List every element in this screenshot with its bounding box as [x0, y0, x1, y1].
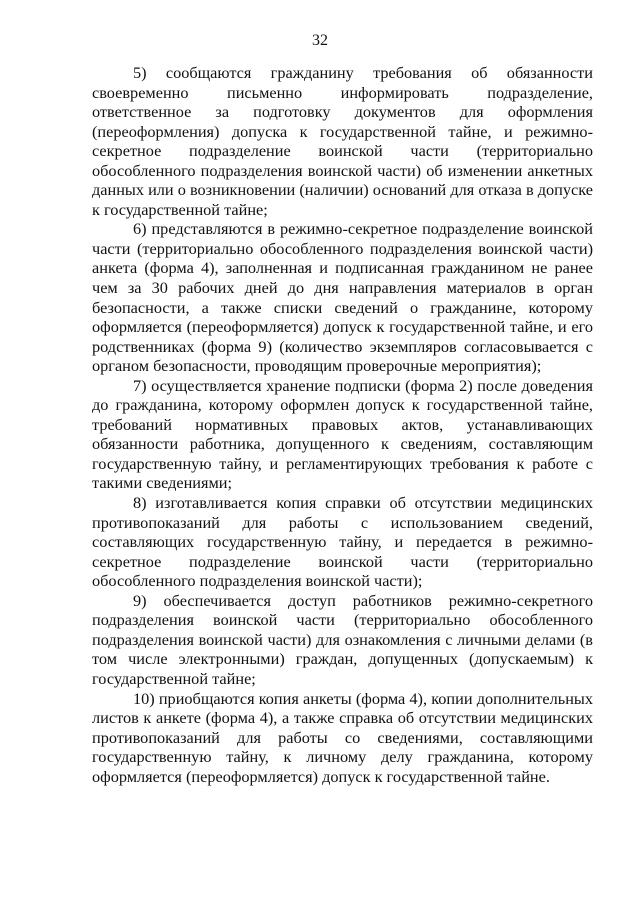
document-body — [92, 63, 593, 786]
paragraph-item-10: 10) приобщаются копия анкеты (форма 4), копии дополнительных листов к анкете (форма 4), а также справка об отсутствии медицинских противопоказаний для работы со сведениями, составляющими государственную тайну, к личному делу гражданина, которому оформляется (переоформляется) допуск к государственной тайне. — [92, 688, 593, 786]
paragraph-item-9: 9) обеспечивается доступ работников режимно-секретного подразделения воинской части (территориально обособленного подразделения воинской части) для ознакомления с личными делами (в том числе электронными) граждан, допущенных (допускаемым) к государственной тайне; — [92, 590, 593, 688]
paragraph-item-8: 8) изготавливается копия справки об отсутствии медицинских противопоказаний для работы с использованием сведений, составляющих государственную тайну, и передается в режимно-секретное подразделение воинской части (территориально обособленного подразделения воинской части); — [92, 493, 593, 591]
paragraph-item-7: 7) осуществляется хранение подписки (форма 2) после доведения до гражданина, которому оформлен допуск к государственной тайне, требований нормативных правовых актов, устанавливающих обязанности работника, допущенного к сведениям, составляющим государственную тайну, и регламентирующих требования к работе с такими сведениями; — [92, 375, 593, 493]
paragraph-item-5: 5) сообщаются гражданину требования об обязанности своевременно письменно информировать подразделение, ответственное за подготовку документов для оформления (переоформления) допуска к государственной тайне, и режимно-секретное подразделение воинской части (территориально обособленного подразделения воинской части) об изменении анкетных данных или о возникновении (наличии) оснований для отказа в допуске к государственной тайне; — [92, 63, 593, 219]
paragraph-item-6: 6) представляются в режимно-секретное подразделение воинской части (территориально обособленного подразделения воинской части) анкета (форма 4), заполненная и подписанная гражданином не ранее чем за 30 рабочих дней до дня направления материалов в орган безопасности, а также списки сведений о гражданине, которому оформляется (переоформляется) допуск к государственной тайне, и его родственниках (форма 9) (количество экземпляров согласовывается с органом безопасности, проводящим проверочные мероприятия); — [92, 219, 593, 376]
page-number: 32 — [312, 32, 328, 49]
